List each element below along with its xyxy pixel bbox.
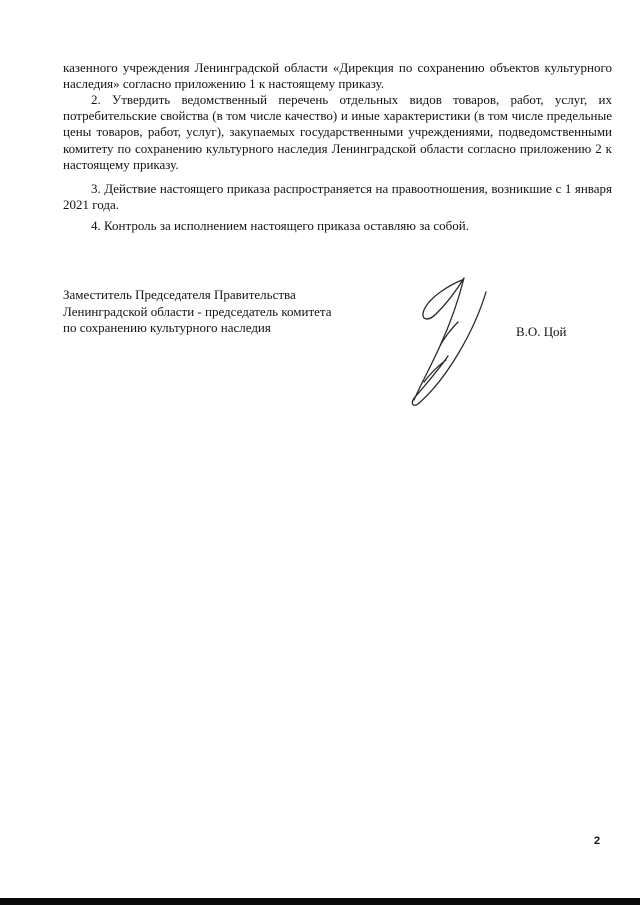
paragraph-item-4: 4. Контроль за исполнением настоящего приказа оставляю за собой. [91, 218, 469, 233]
signatory-position-line: по сохранению культурного наследия [63, 320, 271, 336]
paragraph-item-2: 2. Утвердить ведомственный перечень отдельных видов товаров, работ, услуг, их потребительские свойства (в том числе качество) и иные характеристики (в том числе предельные цены товаров, работ, услуг), закупаемых государственными учреждениями, подведомственными комитету по сохранению культурного наследия Ленинградской области согласно приложению 2 к настоящему приказу. [63, 92, 612, 172]
paragraph-item-3: 3. Действие настоящего приказа распространяется на правоотношения, возникшие с 1 января 2021 года. [63, 181, 612, 213]
handwritten-signature [400, 262, 510, 412]
signatory-position-line: Заместитель Председателя Правительства [63, 287, 296, 302]
paragraph-continuation: казенного учреждения Ленинградской области «Дирекция по сохранению объектов культурного наследия» согласно приложению 1 к настоящему приказу. [63, 60, 612, 92]
scan-edge-bar [0, 898, 640, 905]
signatory-position [63, 287, 332, 337]
signatory-name: В.О. Цой [516, 324, 567, 339]
page-number: 2 [594, 835, 601, 847]
signatory-position-line: Ленинградской области - председатель комитета [63, 303, 332, 319]
